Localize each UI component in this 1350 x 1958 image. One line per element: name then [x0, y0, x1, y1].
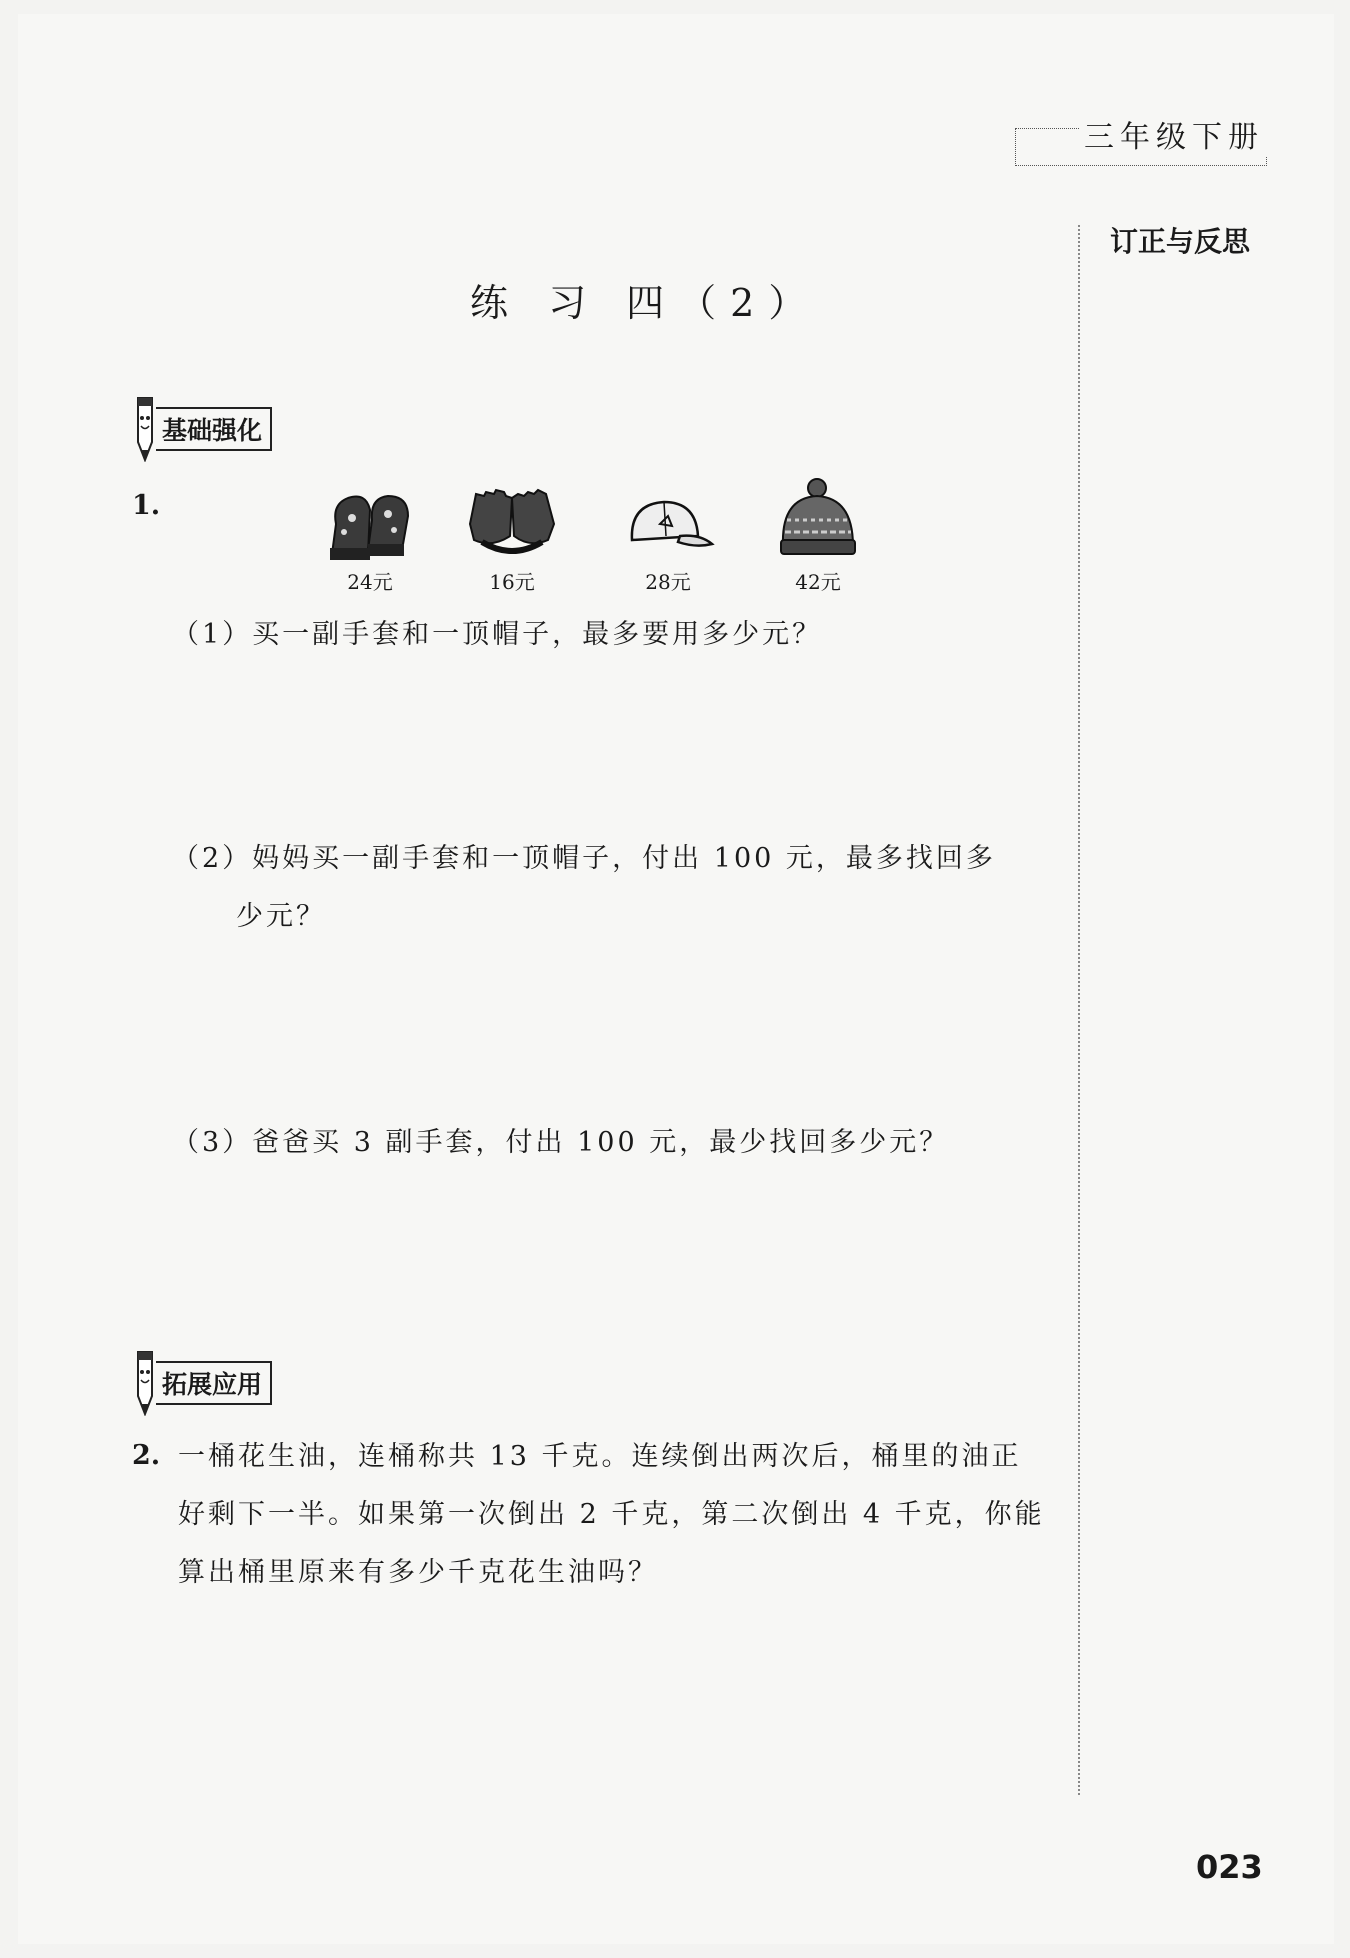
- section-basic: [130, 396, 272, 462]
- question-2-line-3: 算出桶里原来有多少千克花生油吗？: [178, 1557, 658, 1588]
- grade-label: 三年级下册: [1080, 112, 1268, 156]
- item-gloves: [462, 484, 562, 595]
- knit-hat-icon: [773, 476, 863, 564]
- price-label: 16元: [489, 570, 535, 594]
- page-number: 023: [1196, 1848, 1263, 1886]
- item-mittens: [320, 484, 420, 595]
- section-basic-label: 基础强化: [156, 407, 272, 451]
- cap-icon: [620, 484, 716, 564]
- item-cap: [618, 484, 718, 595]
- price-label: 42元: [795, 570, 841, 594]
- glove-icon: [462, 484, 562, 564]
- question-1-part-1: （1）买一副手套和一顶帽子，最多要用多少元？: [172, 619, 823, 650]
- question-1-number: 1.: [132, 490, 161, 521]
- price-label: 24元: [347, 570, 393, 594]
- price-label: 28元: [645, 570, 691, 594]
- question-1-part-3: （3）爸爸买 3 副手套，付出 100 元，最少找回多少元？: [172, 1127, 950, 1158]
- question-2-line-1: 一桶花生油，连桶称共 13 千克。连续倒出两次后，桶里的油正: [178, 1441, 1022, 1472]
- question-2-line-2: 好剩下一半。如果第一次倒出 2 千克，第二次倒出 4 千克，你能: [178, 1499, 1045, 1530]
- page-title: 练 习 四（2）: [470, 281, 821, 325]
- correction-reflection-heading: 订正与反思: [1110, 225, 1251, 258]
- question-2-number: 2.: [132, 1440, 161, 1471]
- section-extend: [130, 1350, 272, 1416]
- section-extend-label: 拓展应用: [156, 1361, 272, 1405]
- margin-divider: [1078, 225, 1080, 1795]
- mitten-icon: [322, 484, 418, 564]
- question-1-part-2-line-1: （2）妈妈买一副手套和一顶帽子，付出 100 元，最多找回多: [172, 843, 996, 874]
- question-1-part-2-line-2: 少元？: [236, 901, 326, 932]
- item-knit-hat: [768, 476, 868, 595]
